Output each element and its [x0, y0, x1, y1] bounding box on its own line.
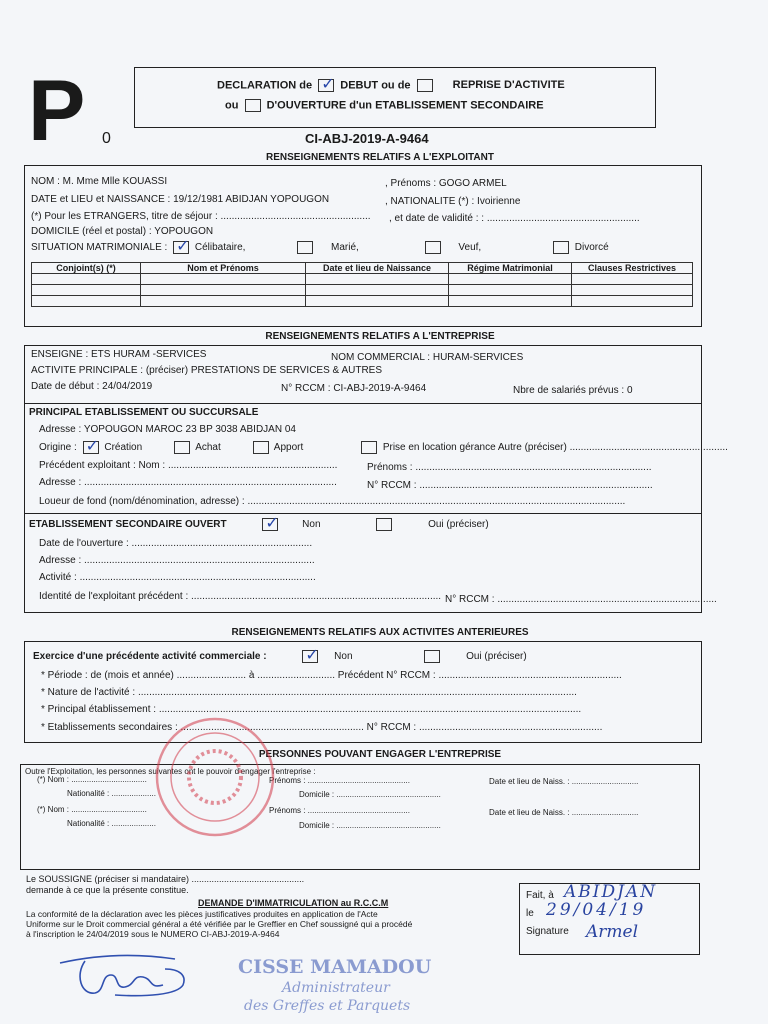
nom-field: NOM : M. Mme Mlle KOUASSI	[31, 176, 168, 187]
exploitant-title: RENSEIGNEMENTS RELATIFS A L'EXPLOITANT	[266, 152, 494, 163]
signature-label: Signature	[526, 926, 569, 937]
etab-secondaires-field: * Etablissements secondaires : .................................................................. N° RCCM : ..................................................................	[41, 722, 603, 733]
debut-checkbox[interactable]	[318, 74, 335, 93]
personnes-title: PERSONNES POUVANT ENGAGER L'ENTREPRISE	[258, 749, 502, 760]
stamp-name: CISSE MAMADOU	[238, 956, 432, 978]
demande-text: demande à ce que la présente constitue.	[26, 885, 189, 895]
personne1-prenoms: Prénoms : ..............................................	[269, 776, 410, 785]
secondaire-rccm-field: N° RCCM : ...............................................................................	[445, 594, 717, 605]
exercice-oui-checkbox[interactable]	[424, 650, 440, 663]
precedent-field: Précédent exploitant : Nom : .............................................................	[39, 460, 338, 471]
secondaire-row	[29, 513, 489, 532]
divorce-checkbox[interactable]	[553, 241, 569, 254]
le-value: 29/04/19	[546, 900, 647, 920]
reprise-checkbox[interactable]	[417, 79, 433, 92]
personne2-date: Date et lieu de Naiss. : ..............................	[489, 808, 639, 817]
table-row[interactable]	[32, 285, 693, 296]
veuf-checkbox[interactable]	[425, 241, 441, 254]
celibataire-checkbox[interactable]	[173, 236, 190, 255]
rccm-field: N° RCCM : CI-ABJ-2019-A-9464	[281, 383, 427, 394]
personnes-intro: Outre l'Exploitation, les personnes suivantes ont le pouvoir d'engager l'entreprise :	[25, 767, 316, 776]
periode-field: * Période : de (mois et année) ......................... à ............................ Précédent N° RCCM : ..................................................................	[41, 670, 622, 681]
anterieures-title: RENSEIGNEMENTS RELATIFS AUX ACTIVITES ANTERIEURES	[231, 627, 529, 638]
activite-field: ACTIVITE PRINCIPALE : (préciser) PRESTATIONS DE SERVICES & AUTRES	[31, 365, 383, 376]
conjoints-table	[31, 262, 693, 307]
table-header: Nom et Prénoms	[141, 263, 306, 274]
table-header: Régime Matrimonial	[449, 263, 572, 274]
situation-row	[31, 236, 609, 255]
situation-label: SITUATION MATRIMONIALE :	[31, 242, 168, 254]
decl-label-4: ou	[225, 99, 239, 112]
nature-field: * Nature de l'activité : ..............................................................................................................................................................	[41, 687, 577, 698]
ouverture-checkbox[interactable]	[245, 99, 261, 112]
divider	[25, 513, 701, 514]
achat-label: Achat	[195, 442, 221, 454]
personne1-domicile: Domicile : ...............................................	[299, 790, 441, 799]
le-label: le	[526, 908, 534, 919]
personne2-nationalite: Nationalité : ....................	[67, 819, 156, 828]
personne2-domicile: Domicile : ...............................................	[299, 821, 441, 830]
table-row[interactable]	[32, 274, 693, 285]
table-header-row	[32, 263, 693, 274]
achat-checkbox[interactable]	[174, 441, 190, 454]
reference-number: CI-ABJ-2019-A-9464	[305, 131, 429, 146]
identite-field: Identité de l'exploitant précédent : ..........................................................................................	[39, 591, 442, 602]
naissance-field: DATE et LIEU et NAISSANCE : 19/12/1981 ABIDJAN YOPOUGON	[31, 194, 330, 205]
check-mark-icon: ✓	[305, 645, 319, 664]
precedent-adresse-field: Adresse : ...........................................................................................	[39, 477, 337, 488]
adresse-field: Adresse : YOPOUGON MAROC 23 BP 3038 ABIDJAN 04	[39, 424, 296, 435]
entreprise-title: RENSEIGNEMENTS RELATIFS A L'ENTREPRISE	[265, 331, 495, 342]
red-stamp-icon	[150, 712, 280, 842]
conformite-text-1: La conformité de la déclaration avec les pièces justificatives produites en application de l'Acte	[26, 909, 378, 919]
personne1-nationalite: Nationalité : ....................	[67, 789, 156, 798]
exercice-oui-label: Oui (préciser)	[466, 651, 527, 663]
location-checkbox[interactable]	[361, 441, 377, 454]
creation-label: Création	[104, 442, 143, 454]
personne2-nom: (*) Nom : ..................................	[37, 805, 147, 814]
validite-field: , et date de validité : : .......................................................	[389, 213, 640, 224]
immatriculation-title: DEMANDE D'IMMATRICULATION au R.C.C.M	[198, 898, 389, 908]
exercice-non-checkbox[interactable]	[302, 645, 319, 664]
conformite-text-2: Uniforme sur le Droit commercial général a été vérifiée par le Greffier en Chef soussigné qui a procédé	[26, 919, 413, 929]
soussigne-field: Le SOUSSIGNE (préciser si mandataire) .............................................	[26, 874, 305, 884]
signature-icon	[55, 945, 195, 1005]
conformite-text-3: à l'inscription le 24/04/2019 sous le NUMERO CI-ABJ-2019-A-9464	[26, 929, 280, 939]
fait-label: Fait, à	[526, 890, 554, 901]
salaries-field: Nbre de salariés prévus : 0	[513, 385, 633, 396]
apport-checkbox[interactable]	[253, 441, 269, 454]
secondaire-non-checkbox[interactable]	[262, 513, 279, 532]
veuf-label: Veuf,	[458, 242, 482, 254]
exercice-row	[33, 645, 527, 664]
sejour-field: (*) Pour les ETRANGERS, titre de séjour : ......................................................	[31, 211, 371, 222]
form-number: 0	[102, 130, 111, 147]
divorce-label: Divorcé	[574, 242, 609, 254]
divider	[25, 403, 701, 404]
decl-label-5: D'OUVERTURE d'un ETABLISSEMENT SECONDAIRE	[266, 99, 544, 112]
anterieures-box	[24, 641, 702, 743]
secondaire-title: ETABLISSEMENT SECONDAIRE OUVERT	[29, 519, 227, 531]
principal-title: PRINCIPAL ETABLISSEMENT OU SUCCURSALE	[29, 407, 259, 418]
marie-checkbox[interactable]	[297, 241, 313, 254]
origine-row	[39, 436, 728, 455]
stamp-office: des Greffes et Parquets	[244, 998, 411, 1014]
secondaire-activite-field: Activité : .....................................................................................	[39, 572, 316, 583]
personnes-box	[20, 764, 700, 870]
check-mark-icon: ✓	[265, 513, 279, 532]
signature-value: Armel	[586, 922, 639, 942]
table-header: Date et lieu de Naissance	[306, 263, 449, 274]
secondaire-adresse-field: Adresse : ...................................................................................	[39, 555, 315, 566]
check-mark-icon: ✓	[176, 236, 190, 255]
nom-commercial-field: NOM COMMERCIAL : HURAM-SERVICES	[331, 352, 524, 363]
nationalite-field: , NATIONALITE (*) : Ivoirienne	[385, 196, 521, 207]
personne1-date: Date et lieu de Naiss. : ..............................	[489, 777, 639, 786]
domicile-field: DOMICILE (réel et postal) : YOPOUGON	[31, 226, 214, 237]
principal-etab-field: * Principal établissement : ........................................................................................................................................................	[41, 704, 582, 715]
location-label: Prise en location gérance Autre (préciser) .........................................................	[382, 442, 728, 454]
precedent-prenoms-field: Prénoms : .....................................................................................	[367, 462, 652, 473]
stamp-role: Administrateur	[282, 980, 390, 996]
secondaire-oui-checkbox[interactable]	[376, 518, 392, 531]
enseigne-field: ENSEIGNE : ETS HURAM -SERVICES	[31, 349, 207, 360]
personne2-prenoms: Prénoms : ..............................................	[269, 806, 410, 815]
decl-label-1: DECLARATION de	[217, 79, 313, 92]
table-header: Conjoint(s) (*)	[32, 263, 141, 274]
exercice-label: Exercice d'une précédente activité commerciale :	[33, 651, 267, 663]
entreprise-box	[24, 345, 728, 613]
celibataire-label: Célibataire,	[194, 242, 246, 254]
personne1-nom: (*) Nom : ..................................	[37, 775, 147, 784]
exploitant-box	[24, 165, 702, 327]
date-debut-field: Date de début : 24/04/2019	[31, 381, 153, 392]
exercice-non-label: Non	[334, 651, 353, 663]
origine-label: Origine :	[39, 442, 77, 454]
prenoms-field: , Prénoms : GOGO ARMEL	[385, 178, 507, 189]
secondaire-oui-label: Oui (préciser)	[428, 519, 489, 531]
form-letter: P	[28, 63, 86, 159]
check-mark-icon: ✓	[321, 74, 335, 93]
secondaire-non-label: Non	[302, 519, 321, 531]
decl-label-3: REPRISE D'ACTIVITE	[452, 79, 565, 92]
precedent-rccm-field: N° RCCM : ....................................................................................	[367, 480, 653, 491]
fait-value: ABIDJAN	[564, 882, 658, 902]
table-row[interactable]	[32, 296, 693, 307]
loueur-field: Loueur de fond (nom/dénomination, adresse) : ........................................................................................................................................	[39, 496, 626, 507]
table-header: Clauses Restrictives	[572, 263, 693, 274]
creation-checkbox[interactable]	[83, 436, 99, 455]
declaration-box	[134, 67, 656, 128]
decl-label-2: DEBUT ou de	[340, 79, 411, 92]
fait-box	[519, 883, 700, 955]
marie-label: Marié,	[331, 242, 359, 254]
apport-label: Apport	[273, 442, 304, 454]
ouverture-date-field: Date de l'ouverture : .................................................................	[39, 538, 313, 549]
check-mark-icon: ✓	[85, 436, 99, 455]
